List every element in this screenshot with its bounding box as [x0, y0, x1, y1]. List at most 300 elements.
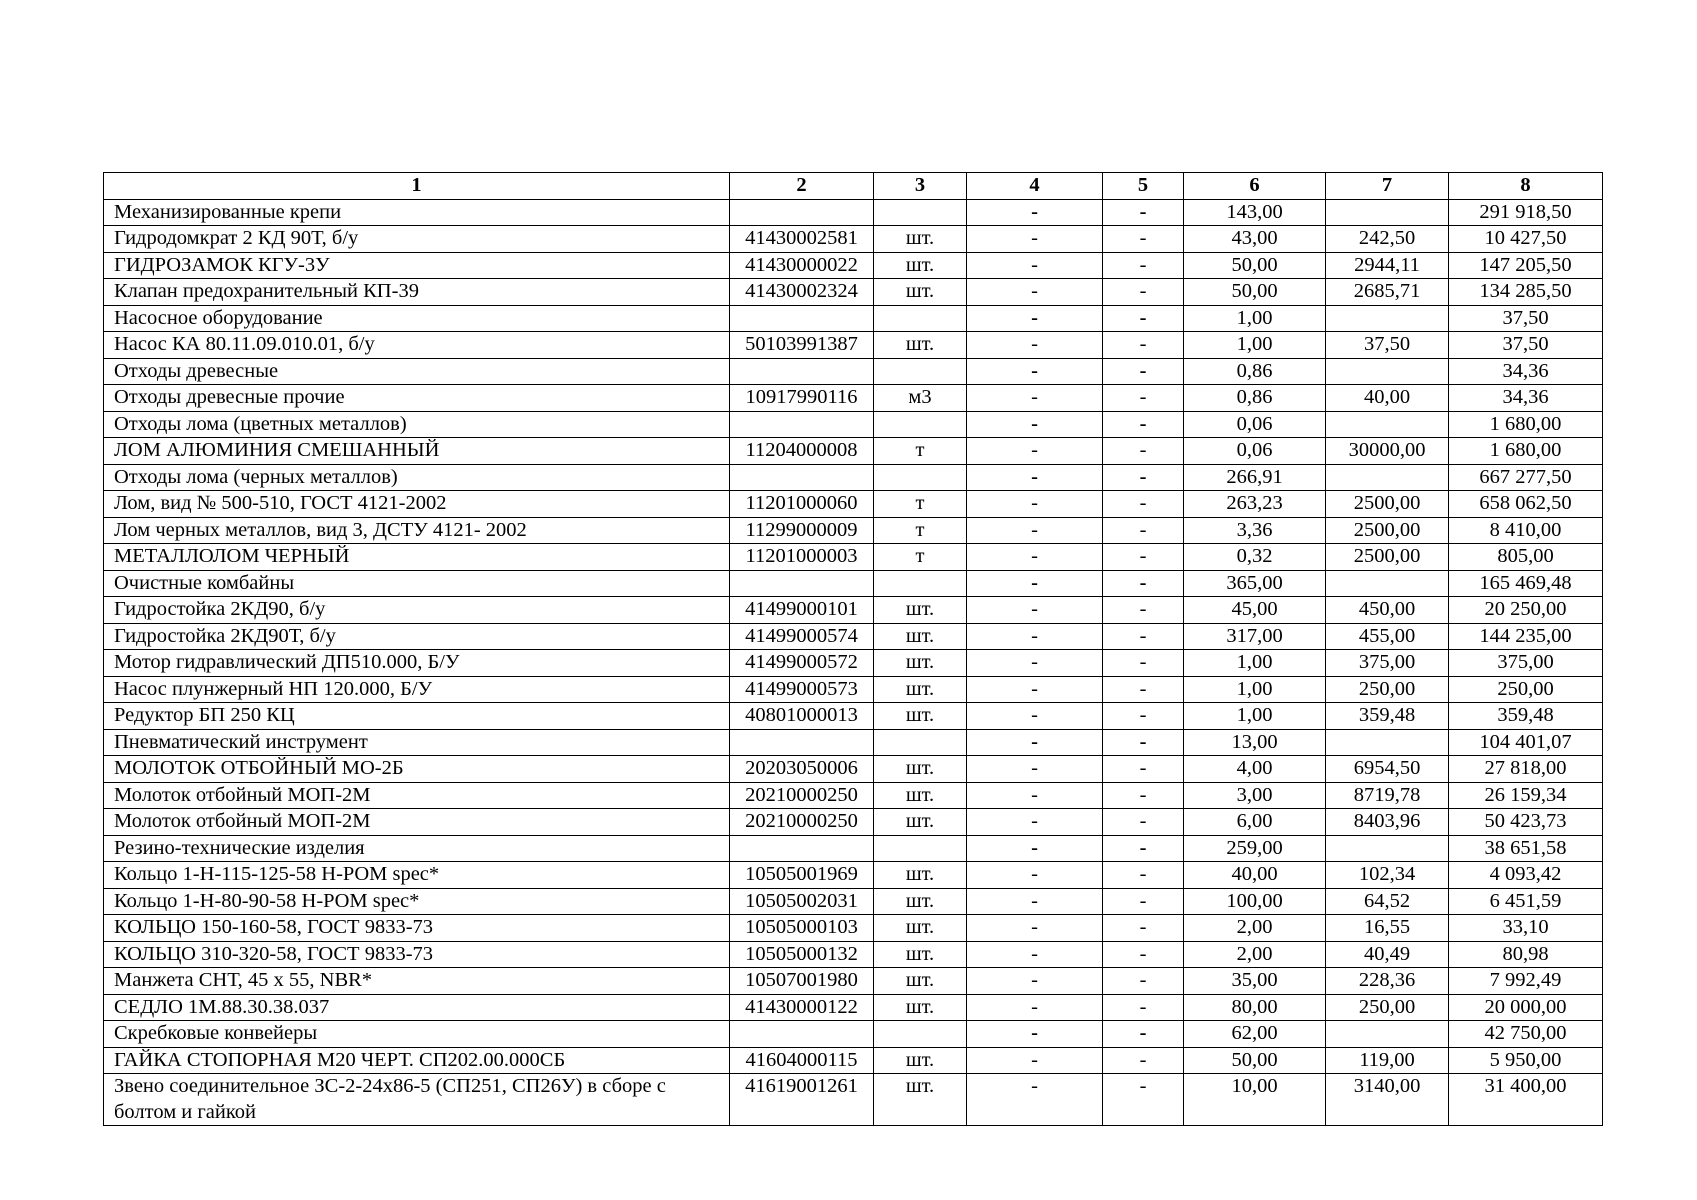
amount-cell: 33,10: [1449, 915, 1603, 942]
item-name-cell: Звено соединительное ЗС-2-24х86-5 (СП251, СП26У) в сборе с болтом и гайкой: [104, 1074, 730, 1126]
table-row: [104, 915, 1603, 942]
amount-cell: 147 205,50: [1449, 252, 1603, 279]
column-5-cell: -: [1103, 411, 1184, 438]
amount-cell: 26 159,34: [1449, 782, 1603, 809]
column-5-cell: -: [1103, 358, 1184, 385]
item-code-cell: [730, 1021, 874, 1048]
item-code-cell: 10505002031: [730, 888, 874, 915]
column-5-cell: -: [1103, 544, 1184, 571]
amount-cell: 42 750,00: [1449, 1021, 1603, 1048]
column-header: 8: [1449, 173, 1603, 200]
item-code-cell: 20210000250: [730, 809, 874, 836]
price-cell: [1326, 411, 1449, 438]
item-code-cell: [730, 305, 874, 332]
item-code-cell: 10507001980: [730, 968, 874, 995]
item-code-cell: [730, 835, 874, 862]
price-cell: 102,34: [1326, 862, 1449, 889]
column-5-cell: -: [1103, 491, 1184, 518]
item-name-cell: Молоток отбойный МОП-2М: [104, 782, 730, 809]
price-cell: 8403,96: [1326, 809, 1449, 836]
column-header: 2: [730, 173, 874, 200]
item-name-cell: Очистные комбайны: [104, 570, 730, 597]
column-5-cell: -: [1103, 438, 1184, 465]
amount-cell: 165 469,48: [1449, 570, 1603, 597]
item-name-cell: Редуктор БП 250 КЦ: [104, 703, 730, 730]
price-cell: 30000,00: [1326, 438, 1449, 465]
quantity-cell: 50,00: [1184, 252, 1326, 279]
amount-cell: 4 093,42: [1449, 862, 1603, 889]
column-header: 6: [1184, 173, 1326, 200]
quantity-cell: 317,00: [1184, 623, 1326, 650]
price-cell: [1326, 835, 1449, 862]
amount-cell: 104 401,07: [1449, 729, 1603, 756]
price-cell: 40,49: [1326, 941, 1449, 968]
amount-cell: 1 680,00: [1449, 411, 1603, 438]
table-row: [104, 994, 1603, 1021]
amount-cell: 20 000,00: [1449, 994, 1603, 1021]
price-cell: 242,50: [1326, 226, 1449, 253]
unit-cell: [874, 464, 967, 491]
column-5-cell: -: [1103, 756, 1184, 783]
amount-cell: 37,50: [1449, 305, 1603, 332]
quantity-cell: 1,00: [1184, 703, 1326, 730]
quantity-cell: 1,00: [1184, 305, 1326, 332]
column-4-cell: -: [967, 968, 1103, 995]
column-4-cell: -: [967, 385, 1103, 412]
group-row: [104, 358, 1603, 385]
price-cell: 375,00: [1326, 650, 1449, 677]
column-4-cell: -: [967, 915, 1103, 942]
quantity-cell: 13,00: [1184, 729, 1326, 756]
unit-cell: т: [874, 544, 967, 571]
group-row: [104, 411, 1603, 438]
table-row: [104, 809, 1603, 836]
price-cell: 40,00: [1326, 385, 1449, 412]
price-cell: 250,00: [1326, 676, 1449, 703]
table-row: [104, 279, 1603, 306]
group-row: [104, 464, 1603, 491]
price-cell: 2685,71: [1326, 279, 1449, 306]
column-5-cell: -: [1103, 279, 1184, 306]
column-5-cell: -: [1103, 676, 1184, 703]
item-name-cell: Пневматический инструмент: [104, 729, 730, 756]
quantity-cell: 1,00: [1184, 332, 1326, 359]
item-code-cell: 11201000003: [730, 544, 874, 571]
unit-cell: шт.: [874, 252, 967, 279]
table-row: [104, 650, 1603, 677]
column-5-cell: -: [1103, 1074, 1184, 1126]
column-5-cell: -: [1103, 464, 1184, 491]
item-code-cell: 50103991387: [730, 332, 874, 359]
item-name-cell: ГАЙКА СТОПОРНАЯ М20 ЧЕРТ. СП202.00.000СБ: [104, 1047, 730, 1074]
quantity-cell: 4,00: [1184, 756, 1326, 783]
quantity-cell: 43,00: [1184, 226, 1326, 253]
price-cell: 2500,00: [1326, 517, 1449, 544]
item-name-cell: МОЛОТОК ОТБОЙНЫЙ МО-2Б: [104, 756, 730, 783]
column-5-cell: -: [1103, 703, 1184, 730]
item-name-cell: Гидродомкрат 2 КД 90Т, б/у: [104, 226, 730, 253]
price-cell: 119,00: [1326, 1047, 1449, 1074]
column-5-cell: -: [1103, 517, 1184, 544]
quantity-cell: 0,32: [1184, 544, 1326, 571]
item-code-cell: 10505000132: [730, 941, 874, 968]
column-5-cell: -: [1103, 1047, 1184, 1074]
column-4-cell: -: [967, 862, 1103, 889]
column-4-cell: -: [967, 491, 1103, 518]
item-name-cell: КОЛЬЦО 310-320-58, ГОСТ 9833-73: [104, 941, 730, 968]
quantity-cell: 0,86: [1184, 358, 1326, 385]
item-name-cell: Клапан предохранительный КП-39: [104, 279, 730, 306]
item-code-cell: 41499000572: [730, 650, 874, 677]
column-header: 3: [874, 173, 967, 200]
item-name-cell: Отходы лома (черных металлов): [104, 464, 730, 491]
quantity-cell: 0,06: [1184, 411, 1326, 438]
quantity-cell: 80,00: [1184, 994, 1326, 1021]
unit-cell: шт.: [874, 756, 967, 783]
column-5-cell: -: [1103, 1021, 1184, 1048]
item-code-cell: 41430002581: [730, 226, 874, 253]
quantity-cell: 2,00: [1184, 915, 1326, 942]
column-5-cell: -: [1103, 888, 1184, 915]
column-4-cell: -: [967, 226, 1103, 253]
table-row: [104, 544, 1603, 571]
amount-cell: 8 410,00: [1449, 517, 1603, 544]
column-5-cell: -: [1103, 782, 1184, 809]
column-5-cell: -: [1103, 650, 1184, 677]
quantity-cell: 35,00: [1184, 968, 1326, 995]
item-name-cell: Отходы древесные: [104, 358, 730, 385]
quantity-cell: 40,00: [1184, 862, 1326, 889]
item-name-cell: Лом черных металлов, вид 3, ДСТУ 4121- 2002: [104, 517, 730, 544]
table-body: [104, 199, 1603, 1126]
column-4-cell: -: [967, 570, 1103, 597]
item-name-cell: Отходы лома (цветных металлов): [104, 411, 730, 438]
item-name-cell: Резино-технические изделия: [104, 835, 730, 862]
amount-cell: 27 818,00: [1449, 756, 1603, 783]
amount-cell: 375,00: [1449, 650, 1603, 677]
column-5-cell: -: [1103, 570, 1184, 597]
item-code-cell: 11299000009: [730, 517, 874, 544]
item-name-cell: Насосное оборудование: [104, 305, 730, 332]
item-name-cell: Лом, вид № 500-510, ГОСТ 4121-2002: [104, 491, 730, 518]
unit-cell: т: [874, 517, 967, 544]
item-code-cell: 41430002324: [730, 279, 874, 306]
column-5-cell: -: [1103, 597, 1184, 624]
column-header: 4: [967, 173, 1103, 200]
price-cell: [1326, 729, 1449, 756]
amount-cell: 34,36: [1449, 385, 1603, 412]
column-5-cell: -: [1103, 623, 1184, 650]
item-name-cell: Отходы древесные прочие: [104, 385, 730, 412]
amount-cell: 667 277,50: [1449, 464, 1603, 491]
item-code-cell: 11204000008: [730, 438, 874, 465]
item-name-cell: КОЛЬЦО 150-160-58, ГОСТ 9833-73: [104, 915, 730, 942]
column-header: 5: [1103, 173, 1184, 200]
price-cell: 3140,00: [1326, 1074, 1449, 1126]
table-header: [104, 173, 1603, 200]
amount-cell: 31 400,00: [1449, 1074, 1603, 1126]
amount-cell: 37,50: [1449, 332, 1603, 359]
group-row: [104, 1021, 1603, 1048]
price-cell: 2500,00: [1326, 544, 1449, 571]
table-row: [104, 332, 1603, 359]
amount-cell: 5 950,00: [1449, 1047, 1603, 1074]
column-5-cell: -: [1103, 199, 1184, 226]
column-4-cell: -: [967, 252, 1103, 279]
price-cell: 2500,00: [1326, 491, 1449, 518]
column-header: 7: [1326, 173, 1449, 200]
price-cell: [1326, 1021, 1449, 1048]
column-5-cell: -: [1103, 941, 1184, 968]
unit-cell: шт.: [874, 782, 967, 809]
column-4-cell: -: [967, 941, 1103, 968]
column-5-cell: -: [1103, 809, 1184, 836]
price-cell: 2944,11: [1326, 252, 1449, 279]
item-code-cell: 20203050006: [730, 756, 874, 783]
quantity-cell: 100,00: [1184, 888, 1326, 915]
item-name-cell: Мотор гидравлический ДП510.000, Б/У: [104, 650, 730, 677]
item-name-cell: ЛОМ АЛЮМИНИЯ СМЕШАННЫЙ: [104, 438, 730, 465]
item-name-cell: Молоток отбойный МОП-2М: [104, 809, 730, 836]
item-name-cell: Гидростойка 2КД90Т, б/у: [104, 623, 730, 650]
column-5-cell: -: [1103, 862, 1184, 889]
quantity-cell: 62,00: [1184, 1021, 1326, 1048]
item-code-cell: 41499000574: [730, 623, 874, 650]
group-row: [104, 729, 1603, 756]
column-4-cell: -: [967, 517, 1103, 544]
item-name-cell: Скребковые конвейеры: [104, 1021, 730, 1048]
quantity-cell: 3,36: [1184, 517, 1326, 544]
price-cell: 37,50: [1326, 332, 1449, 359]
column-5-cell: -: [1103, 994, 1184, 1021]
item-code-cell: [730, 464, 874, 491]
unit-cell: шт.: [874, 1047, 967, 1074]
unit-cell: шт.: [874, 994, 967, 1021]
table-row: [104, 597, 1603, 624]
table-row: [104, 676, 1603, 703]
item-name-cell: Гидростойка 2КД90, б/у: [104, 597, 730, 624]
column-5-cell: -: [1103, 305, 1184, 332]
amount-cell: 34,36: [1449, 358, 1603, 385]
amount-cell: 38 651,58: [1449, 835, 1603, 862]
unit-cell: шт.: [874, 703, 967, 730]
unit-cell: [874, 835, 967, 862]
unit-cell: шт.: [874, 941, 967, 968]
column-5-cell: -: [1103, 385, 1184, 412]
item-code-cell: 20210000250: [730, 782, 874, 809]
column-5-cell: -: [1103, 915, 1184, 942]
unit-cell: т: [874, 438, 967, 465]
group-row: [104, 199, 1603, 226]
column-4-cell: -: [967, 1074, 1103, 1126]
column-4-cell: -: [967, 782, 1103, 809]
column-4-cell: -: [967, 729, 1103, 756]
unit-cell: шт.: [874, 1074, 967, 1126]
unit-cell: шт.: [874, 968, 967, 995]
unit-cell: шт.: [874, 650, 967, 677]
column-5-cell: -: [1103, 968, 1184, 995]
column-4-cell: -: [967, 650, 1103, 677]
column-4-cell: -: [967, 279, 1103, 306]
column-5-cell: -: [1103, 226, 1184, 253]
unit-cell: [874, 305, 967, 332]
column-4-cell: -: [967, 199, 1103, 226]
quantity-cell: 1,00: [1184, 676, 1326, 703]
column-4-cell: -: [967, 464, 1103, 491]
column-4-cell: -: [967, 676, 1103, 703]
quantity-cell: 0,86: [1184, 385, 1326, 412]
table-row: [104, 517, 1603, 544]
price-cell: 250,00: [1326, 994, 1449, 1021]
item-name-cell: Кольцо 1-Н-115-125-58 H-POM spec*: [104, 862, 730, 889]
unit-cell: [874, 729, 967, 756]
column-5-cell: -: [1103, 835, 1184, 862]
item-code-cell: 11201000060: [730, 491, 874, 518]
unit-cell: шт.: [874, 279, 967, 306]
quantity-cell: 365,00: [1184, 570, 1326, 597]
item-code-cell: 41430000122: [730, 994, 874, 1021]
item-code-cell: [730, 570, 874, 597]
price-cell: 64,52: [1326, 888, 1449, 915]
table-row: [104, 862, 1603, 889]
amount-cell: 291 918,50: [1449, 199, 1603, 226]
amount-cell: 658 062,50: [1449, 491, 1603, 518]
item-code-cell: 41604000115: [730, 1047, 874, 1074]
unit-cell: шт.: [874, 888, 967, 915]
table-row: [104, 1074, 1603, 1126]
group-row: [104, 570, 1603, 597]
column-4-cell: -: [967, 888, 1103, 915]
column-4-cell: -: [967, 809, 1103, 836]
unit-cell: шт.: [874, 809, 967, 836]
quantity-cell: 3,00: [1184, 782, 1326, 809]
amount-cell: 50 423,73: [1449, 809, 1603, 836]
item-code-cell: [730, 358, 874, 385]
item-code-cell: 41430000022: [730, 252, 874, 279]
item-name-cell: Насос КА 80.11.09.010.01, б/у: [104, 332, 730, 359]
item-code-cell: [730, 729, 874, 756]
unit-cell: шт.: [874, 332, 967, 359]
table-row: [104, 491, 1603, 518]
column-4-cell: -: [967, 332, 1103, 359]
unit-cell: шт.: [874, 623, 967, 650]
unit-cell: шт.: [874, 597, 967, 624]
group-row: [104, 835, 1603, 862]
unit-cell: [874, 358, 967, 385]
unit-cell: шт.: [874, 862, 967, 889]
quantity-cell: 263,23: [1184, 491, 1326, 518]
column-4-cell: -: [967, 835, 1103, 862]
item-name-cell: Насос плунжерный НП 120.000, Б/У: [104, 676, 730, 703]
price-cell: [1326, 358, 1449, 385]
unit-cell: м3: [874, 385, 967, 412]
unit-cell: [874, 199, 967, 226]
item-code-cell: 40801000013: [730, 703, 874, 730]
amount-cell: 7 992,49: [1449, 968, 1603, 995]
quantity-cell: 143,00: [1184, 199, 1326, 226]
quantity-cell: 259,00: [1184, 835, 1326, 862]
item-name-cell: Манжета СНТ, 45 х 55, NBR*: [104, 968, 730, 995]
item-code-cell: [730, 199, 874, 226]
quantity-cell: 0,06: [1184, 438, 1326, 465]
column-4-cell: -: [967, 438, 1103, 465]
column-4-cell: -: [967, 544, 1103, 571]
column-4-cell: -: [967, 1021, 1103, 1048]
unit-cell: [874, 570, 967, 597]
amount-cell: 144 235,00: [1449, 623, 1603, 650]
quantity-cell: 1,00: [1184, 650, 1326, 677]
column-4-cell: -: [967, 994, 1103, 1021]
item-name-cell: Кольцо 1-Н-80-90-58 H-POM spec*: [104, 888, 730, 915]
column-4-cell: -: [967, 597, 1103, 624]
item-name-cell: СЕДЛО 1М.88.30.38.037: [104, 994, 730, 1021]
table-row: [104, 226, 1603, 253]
amount-cell: 359,48: [1449, 703, 1603, 730]
item-code-cell: 41499000101: [730, 597, 874, 624]
item-code-cell: 41619001261: [730, 1074, 874, 1126]
table-row: [104, 941, 1603, 968]
unit-cell: шт.: [874, 226, 967, 253]
column-header: 1: [104, 173, 730, 200]
table-row: [104, 756, 1603, 783]
price-cell: 8719,78: [1326, 782, 1449, 809]
price-cell: 450,00: [1326, 597, 1449, 624]
table-row: [104, 623, 1603, 650]
column-4-cell: -: [967, 411, 1103, 438]
price-cell: 6954,50: [1326, 756, 1449, 783]
item-code-cell: 10505000103: [730, 915, 874, 942]
amount-cell: 250,00: [1449, 676, 1603, 703]
price-cell: [1326, 464, 1449, 491]
table-row: [104, 782, 1603, 809]
quantity-cell: 6,00: [1184, 809, 1326, 836]
item-code-cell: 10917990116: [730, 385, 874, 412]
column-4-cell: -: [967, 623, 1103, 650]
table-row: [104, 703, 1603, 730]
group-row: [104, 305, 1603, 332]
column-4-cell: -: [967, 1047, 1103, 1074]
item-name-cell: Механизированные крепи: [104, 199, 730, 226]
item-code-cell: 41499000573: [730, 676, 874, 703]
price-cell: [1326, 305, 1449, 332]
quantity-cell: 2,00: [1184, 941, 1326, 968]
amount-cell: 80,98: [1449, 941, 1603, 968]
table-row: [104, 385, 1603, 412]
column-4-cell: -: [967, 358, 1103, 385]
unit-cell: [874, 411, 967, 438]
unit-cell: т: [874, 491, 967, 518]
price-cell: 16,55: [1326, 915, 1449, 942]
column-4-cell: -: [967, 756, 1103, 783]
item-code-cell: [730, 411, 874, 438]
item-code-cell: 10505001969: [730, 862, 874, 889]
amount-cell: 805,00: [1449, 544, 1603, 571]
price-cell: [1326, 570, 1449, 597]
table-row: [104, 1047, 1603, 1074]
unit-cell: [874, 1021, 967, 1048]
table-row: [104, 252, 1603, 279]
quantity-cell: 50,00: [1184, 1047, 1326, 1074]
column-5-cell: -: [1103, 729, 1184, 756]
quantity-cell: 10,00: [1184, 1074, 1326, 1126]
column-5-cell: -: [1103, 332, 1184, 359]
price-cell: 455,00: [1326, 623, 1449, 650]
amount-cell: 1 680,00: [1449, 438, 1603, 465]
amount-cell: 6 451,59: [1449, 888, 1603, 915]
price-cell: [1326, 199, 1449, 226]
amount-cell: 20 250,00: [1449, 597, 1603, 624]
table-row: [104, 968, 1603, 995]
